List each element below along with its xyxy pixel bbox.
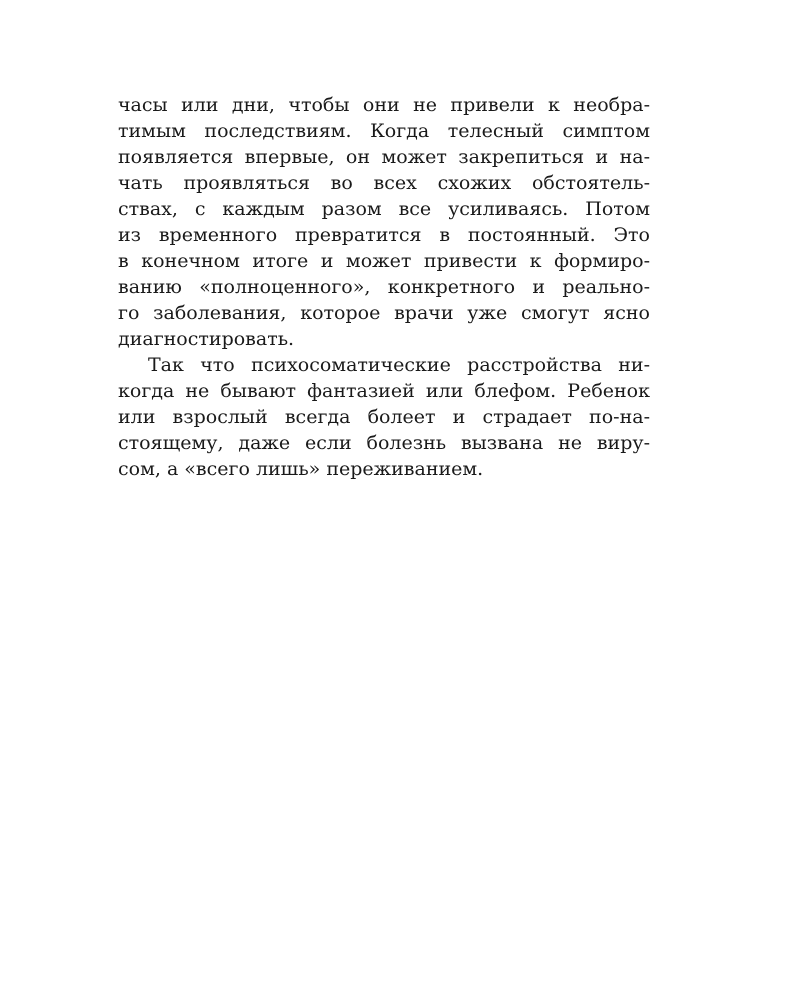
paragraph-1: [118, 92, 650, 352]
text-line: ванию «полноценного», конкретного и реально-: [118, 276, 650, 298]
text-line: го заболевания, которое врачи уже смогут ясно: [118, 302, 650, 324]
text-line: когда не бывают фантазией или блефом. Ребенок: [118, 380, 650, 402]
text-line: чать проявляться во всех схожих обстоятель-: [118, 172, 650, 194]
paragraph-2: [118, 352, 650, 482]
text-line: в конечном итоге и может привести к формиро-: [118, 250, 650, 272]
text-line: диагностировать.: [118, 328, 295, 350]
text-line: или взрослый всегда болеет и страдает по-на-: [118, 406, 650, 428]
text-line: стоящему, даже если болезнь вызвана не виру-: [118, 432, 650, 454]
text-line: появляется впервые, он может закрепиться и на-: [118, 146, 650, 168]
text-line: Так что психосоматические расстройства ни-: [148, 354, 650, 376]
body-text: [118, 92, 650, 482]
text-line: часы или дни, чтобы они не привели к необра-: [118, 94, 650, 116]
text-line: из временного превратится в постоянный. Это: [118, 224, 650, 246]
text-line: ствах, с каждым разом все усиливаясь. Потом: [118, 198, 650, 220]
text-line: тимым последствиям. Когда телесный симптом: [118, 120, 650, 142]
text-line: сом, а «всего лишь» переживанием.: [118, 458, 484, 480]
